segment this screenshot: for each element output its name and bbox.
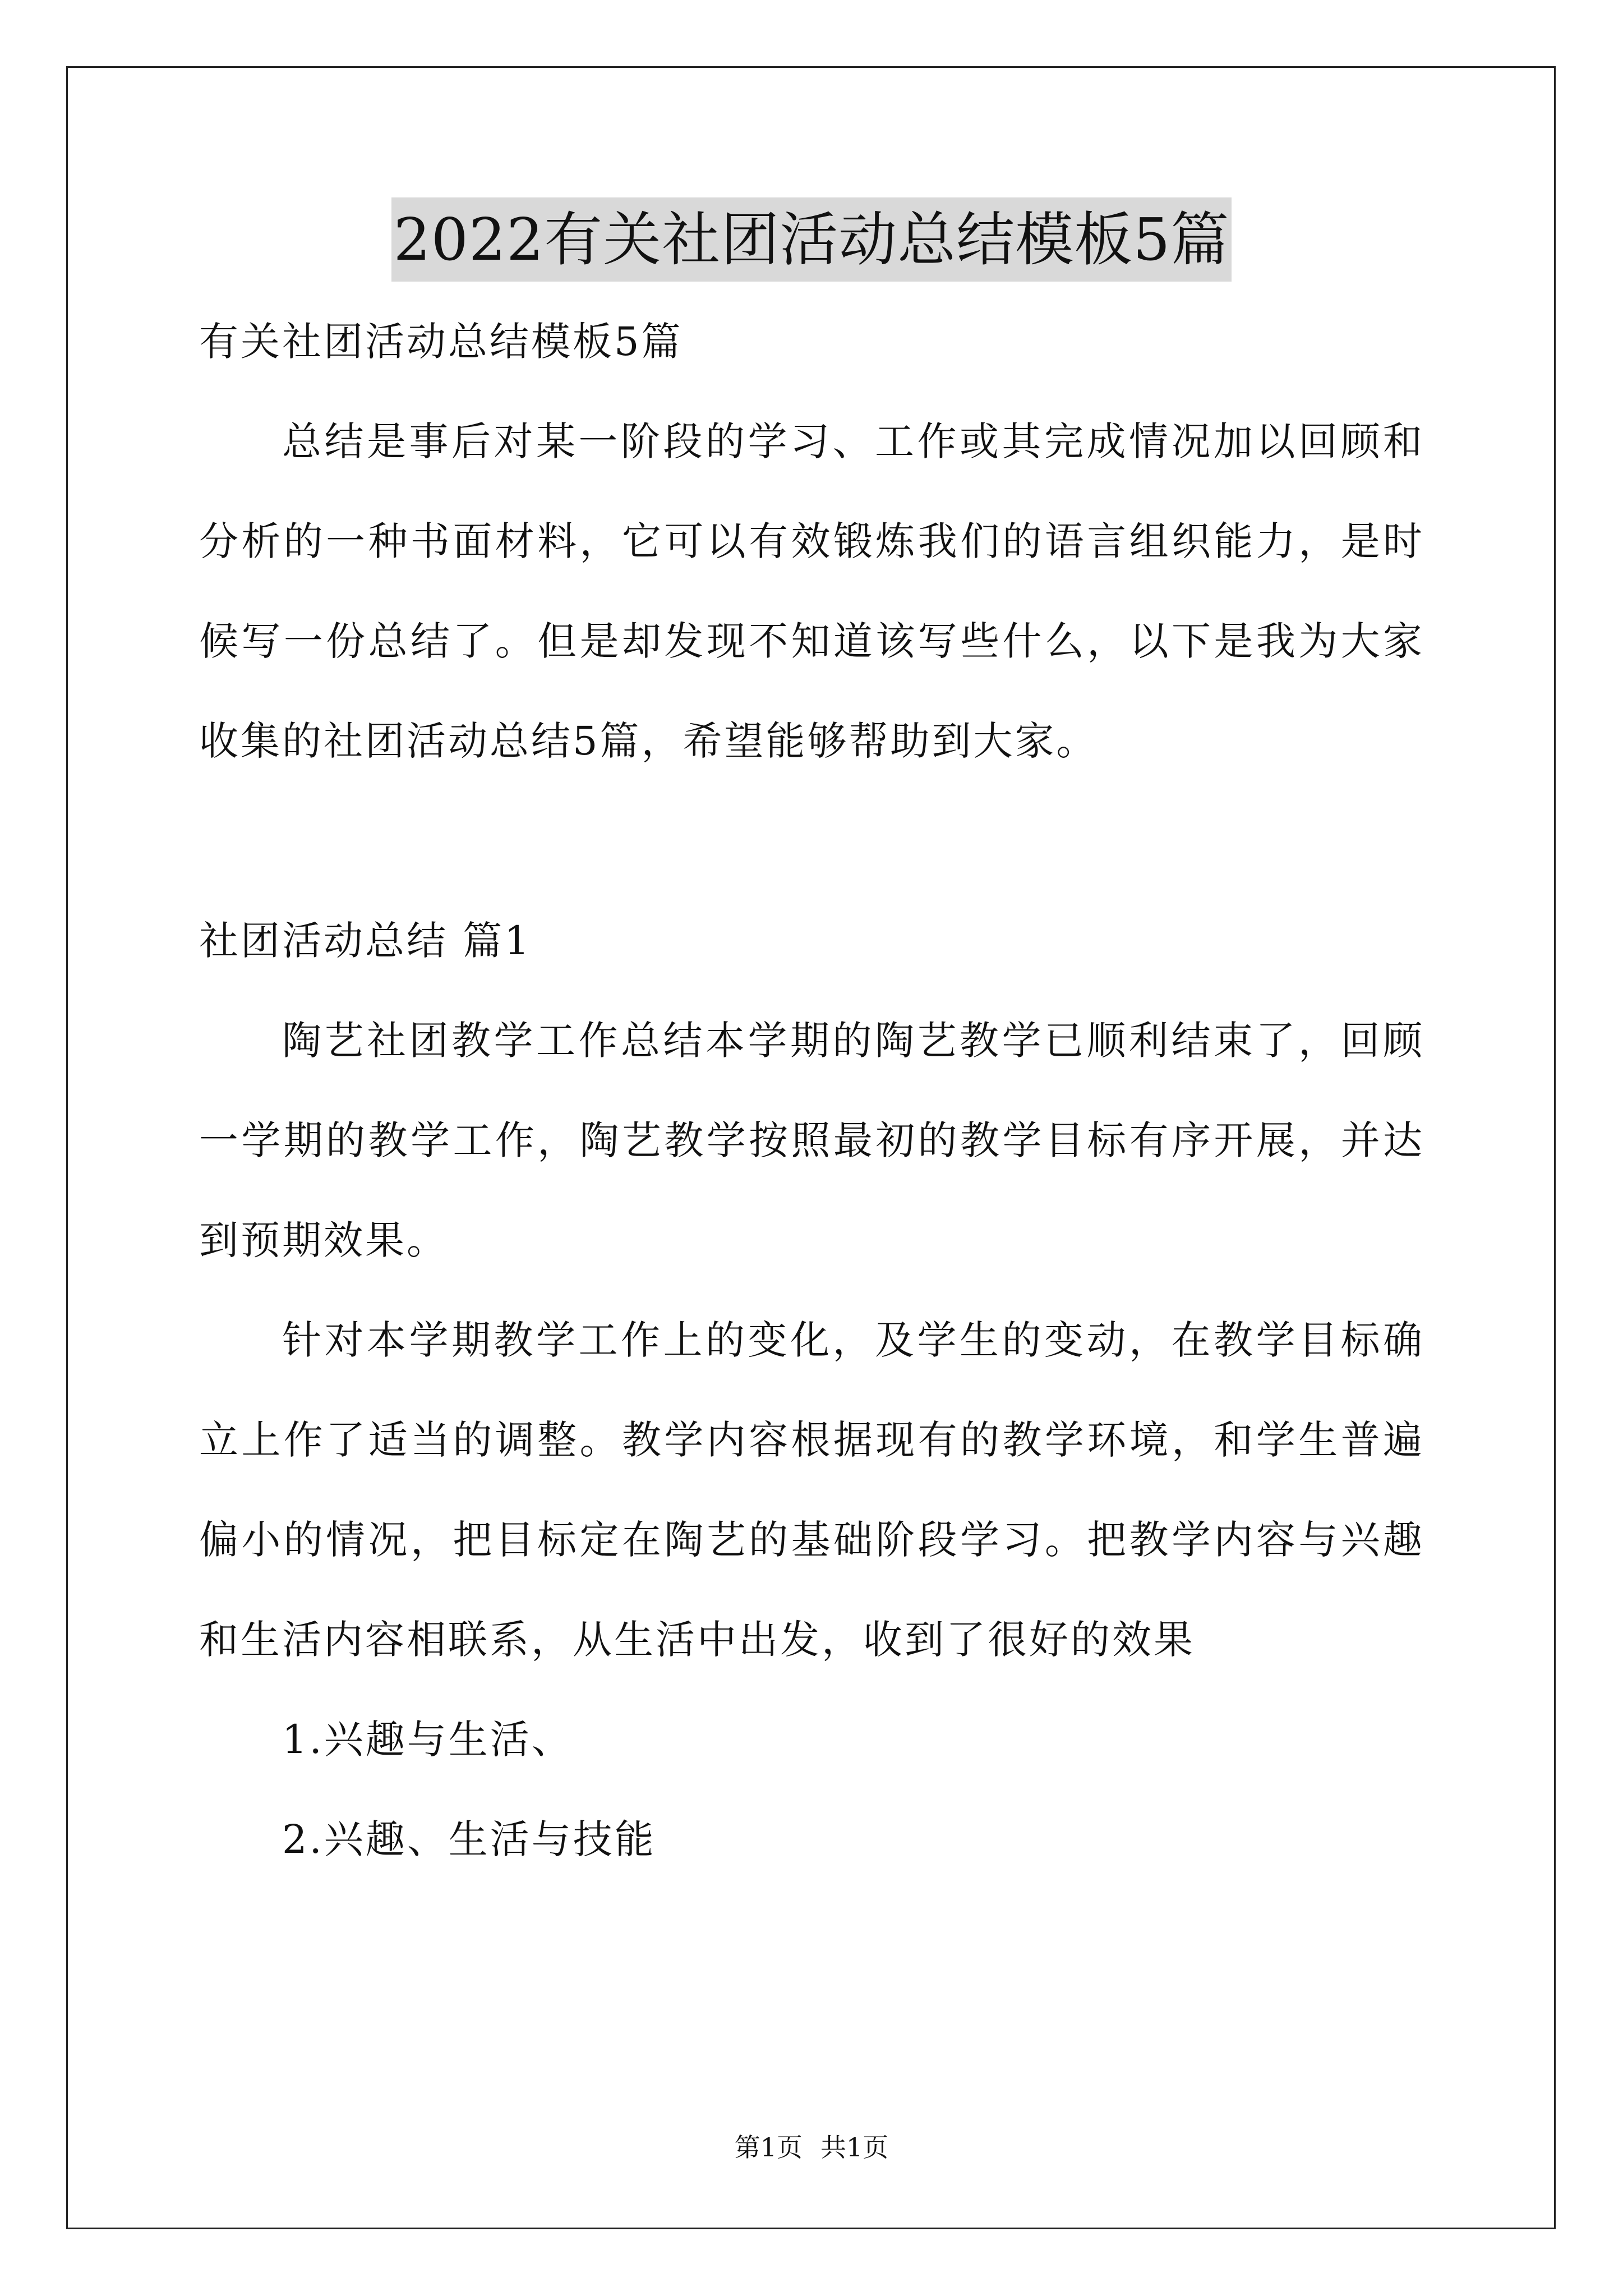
section-paragraph-1: 陶艺社团教学工作总结本学期的陶艺教学已顺利结束了，回顾一学期的教学工作，陶艺教学按照最初的教学目标有序开展，并达到预期效果。	[199, 1018, 1424, 1263]
document-subtitle: 有关社团活动总结模板5篇	[199, 319, 683, 365]
list-item: 1.兴趣与生活、	[282, 1717, 573, 1763]
list-item: 2.兴趣、生活与技能	[282, 1816, 656, 1862]
title-container	[0, 197, 1623, 282]
document-title: 2022有关社团活动总结模板5篇	[391, 197, 1232, 282]
page-footer	[0, 2131, 1623, 2164]
section-paragraph-2: 针对本学期教学工作上的变化，及学生的变动，在教学目标确立上作了适当的调整。教学内容根据现有的教学环境，和学生普遍偏小的情况，把目标定在陶艺的基础阶段学习。把教学内容与兴趣和生活内容相联系，从生活中出发，收到了很好的效果	[199, 1317, 1424, 1663]
page-number: 第1页	[734, 2132, 803, 2162]
intro-paragraph: 总结是事后对某一阶段的学习、工作或其完成情况加以回顾和分析的一种书面材料，它可以有效锻炼我们的语言组织能力，是时候写一份总结了。但是却发现不知道该写些什么，以下是我为大家收集的社团活动总结5篇，希望能够帮助到大家。	[199, 418, 1424, 764]
document-body	[199, 292, 1424, 1889]
section-heading: 社团活动总结 篇1	[199, 918, 532, 964]
page-total: 共1页	[820, 2132, 889, 2162]
